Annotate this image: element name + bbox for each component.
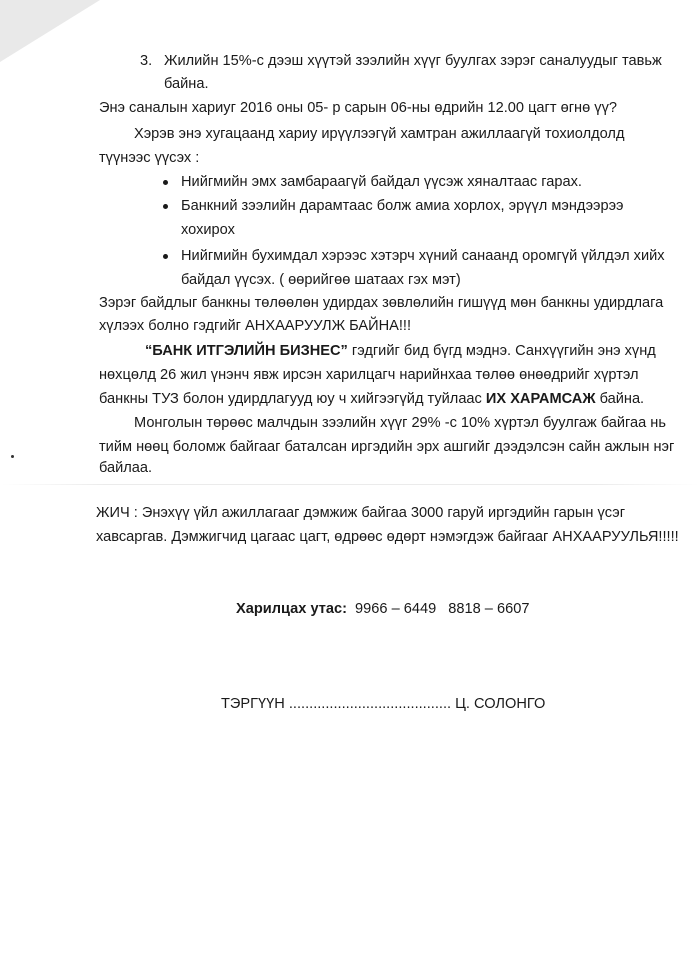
consequence-intro-line2: түүнээс үүсэх :	[99, 150, 200, 166]
warning-line2: хүлээх болно гэдгийг АНХААРУУЛЖ БАЙНА!!!	[99, 318, 412, 334]
bullet-2-line2: хохирох	[181, 222, 235, 238]
deadline-sentence: Энэ саналын хариуг 2016 оны 05- р сарын 06-ны өдрийн 12.00 цагт өгнө үү?	[99, 100, 617, 116]
consequence-intro-line1: Хэрэв энэ хугацаанд хариу ирүүлээгүй хамтран ажиллаагүй тохиолдолд	[134, 126, 625, 142]
note-line1: ЖИЧ : Энэхүү үйл ажиллагааг дэмжиж байгаа 3000 гаруй иргэдийн гарын үсэг	[96, 505, 626, 521]
folded-corner	[0, 0, 100, 62]
item3-line2: байна.	[164, 76, 209, 92]
bank-trust-quote: “БАНК ИТГЭЛИЙН БИЗНЕС”	[145, 343, 348, 359]
herder-line3: байлаа.	[99, 460, 153, 476]
bullet-1-line1: Нийгмийн эмх замбараагүй байдал үүсэж хяналтаас гарах.	[181, 174, 582, 190]
note-line2: хавсаргав. Дэмжигчид цагаас цагт, өдрөөс өдөрт нэмэгдэж байгааг АНХААРУУЛЬЯ!!!!!	[96, 529, 679, 545]
list-number: 3.	[140, 53, 153, 69]
bullet-icon	[163, 180, 168, 185]
trust-line1	[145, 341, 656, 361]
paper-fold-line	[0, 484, 700, 485]
warning-line1: Зэрэг байдлыг банкны төлөөлөн удирдах зөвлөлийн гишүүд мөн банкны удирдлага	[99, 295, 664, 311]
stray-mark	[11, 455, 14, 458]
signature-line	[221, 694, 545, 714]
bullet-icon	[163, 204, 168, 209]
trust-line3-pre: банкны ТУЗ болон удирдлагууд юу ч хийгээгүйд туйлаас	[99, 391, 482, 407]
bullet-3-line2: байдал үүсэх. ( өөрийгөө шатаах гэх мэт)	[181, 272, 461, 288]
contact-line	[236, 599, 529, 619]
phone-number-1: 9966 – 6449	[355, 601, 437, 617]
signature-dots: ........................................	[288, 696, 452, 712]
item3-line1: Жилийн 15%-с дээш хүүтэй зээлийн хүүг буулгах зэрэг саналуудыг тавьж	[164, 53, 662, 69]
contact-label: Харилцах утас:	[236, 601, 347, 617]
regret-emphasis: ИХ ХАРАМСАЖ	[485, 391, 596, 407]
signatory-name: Ц. СОЛОНГО	[455, 696, 546, 712]
herder-line2: тийм нөөц боломж байгааг баталсан иргэдийн эрх ашгийг дээдэлсэн сайн ажлын нэг	[99, 439, 675, 455]
signatory-title: ТЭРГҮҮН	[221, 696, 285, 712]
bullet-3-line1: Нийгмийн бухимдал хэрээс хэтэрч хүний санаанд оромгүй үйлдэл хийх	[181, 248, 665, 264]
bullet-icon	[163, 254, 168, 259]
phone-number-2: 8818 – 6607	[448, 601, 530, 617]
herder-line1: Монголын төрөөс малчдын зээлийн хүүг 29% -с 10% хүртэл буулгаж байгаа нь	[134, 415, 666, 431]
trust-line3	[99, 389, 644, 409]
trust-line2: нөхцөлд 26 жил үнэнч явж ирсэн харилцагч нарийнхаа төлөө өнөөдрийг хүртэл	[99, 367, 639, 383]
trust-line3-post: байна.	[599, 391, 645, 407]
trust-line1-rest: гэдгийг бид бүгд мэднэ. Санхүүгийн энэ хүнд	[351, 343, 656, 359]
bullet-2-line1: Банкний зээлийн дарамтаас болж амиа хорлох, эрүүл мэндээрээ	[181, 198, 624, 214]
